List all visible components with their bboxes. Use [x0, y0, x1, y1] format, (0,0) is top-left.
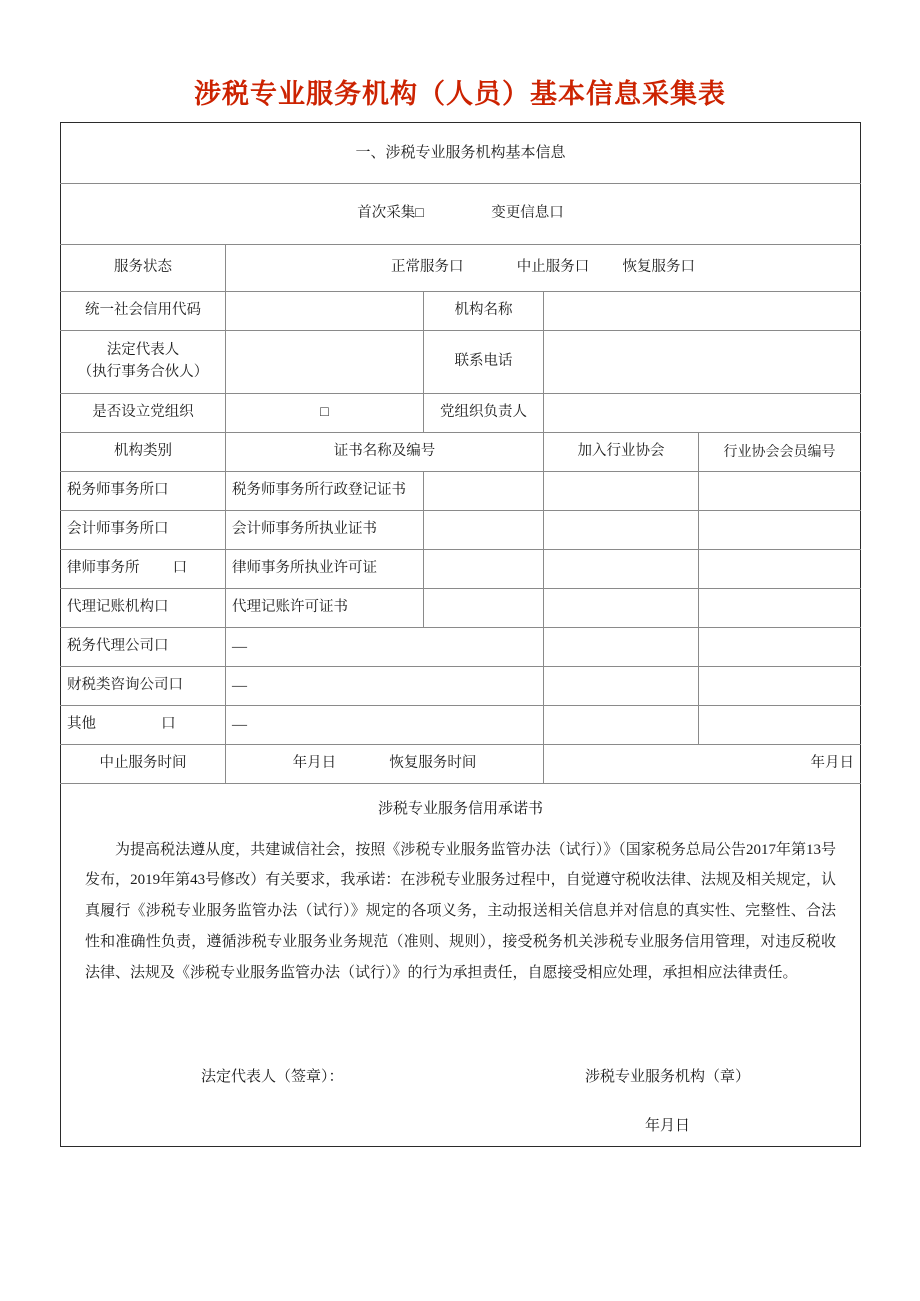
- join-association-tax-agent-firm[interactable]: [544, 472, 699, 511]
- party-leader-input[interactable]: [544, 394, 861, 433]
- commitment-body: 为提高税法遵从度，共建诚信社会，按照《涉税专业服务监管办法（试行）》（国家税务总局公告2017年第13号发布，2019年第43号修改）有关要求，我承诺：在涉税专业服务过程中，自觉遵守税收法律、法规及相关规定，认真履行《涉税专业服务监管办法（试行）》规定的各项义务，主动报送相关信息并对信息的真实性、完整性、合法性和准确性负责，遵循涉税专业服务业务规范（准则、规则），接受税务机关涉税专业服务信用管理，对违反税收法律、法规及《涉税专业服务监管办法（试行）》的行为承担责任，自愿接受相应处理，承担相应法律责任。: [85, 841, 837, 981]
- cert-number-bookkeeping-agency[interactable]: [424, 589, 544, 628]
- table-row: [61, 472, 861, 511]
- checkbox-suspend-service[interactable]: 中止服务口: [516, 259, 590, 276]
- cert-name-bookkeeping-agency: 代理记账许可证书: [226, 589, 424, 628]
- commitment-block: [61, 784, 861, 1147]
- category-tax-agency-company[interactable]: 税务代理公司口: [61, 628, 226, 667]
- member-number-tax-agency-company[interactable]: [699, 628, 861, 667]
- credit-code-label: 统一社会信用代码: [61, 292, 226, 331]
- checkbox-other[interactable]: 口: [161, 716, 176, 733]
- header-certificate: 证书名称及编号: [226, 433, 544, 472]
- member-number-accounting-firm[interactable]: [699, 511, 861, 550]
- org-name-input[interactable]: [544, 292, 861, 331]
- join-association-bookkeeping-agency[interactable]: [544, 589, 699, 628]
- category-law-firm[interactable]: [61, 550, 226, 589]
- cert-name-accounting-firm: 会计师事务所执业证书: [226, 511, 424, 550]
- header-member-number: 行业协会会员编号: [699, 433, 861, 472]
- checkbox-resume-service[interactable]: 恢复服务口: [622, 259, 696, 276]
- member-number-tax-agent-firm[interactable]: [699, 472, 861, 511]
- resume-time-label: 恢复服务时间: [389, 755, 477, 772]
- legal-rep-label-line1: 法定代表人: [106, 342, 180, 359]
- suspend-time-label: 中止服务时间: [61, 745, 226, 784]
- table-row: [61, 433, 861, 472]
- table-row: [61, 123, 861, 184]
- commitment-title: 涉税专业服务信用承诺书: [378, 801, 544, 817]
- category-finance-consulting-company[interactable]: 财税类咨询公司口: [61, 667, 226, 706]
- table-row: [61, 394, 861, 433]
- cert-number-accounting-firm[interactable]: [424, 511, 544, 550]
- cert-name-tax-agent-firm: 税务师事务所行政登记证书: [226, 472, 424, 511]
- join-association-tax-agency-company[interactable]: [544, 628, 699, 667]
- table-row: [61, 784, 861, 1147]
- cert-name-other: —: [226, 706, 544, 745]
- legal-rep-label: [61, 331, 226, 394]
- table-row: [61, 292, 861, 331]
- signature-block: [85, 1066, 836, 1146]
- service-status-options: [226, 245, 861, 292]
- member-number-other[interactable]: [699, 706, 861, 745]
- category-accounting-firm[interactable]: 会计师事务所口: [61, 511, 226, 550]
- table-row: [61, 706, 861, 745]
- checkbox-change-info[interactable]: 变更信息口: [491, 205, 564, 222]
- resume-time-value[interactable]: 年月日: [544, 745, 861, 784]
- table-row: [61, 184, 861, 245]
- org-name-label: 机构名称: [424, 292, 544, 331]
- member-number-bookkeeping-agency[interactable]: [699, 589, 861, 628]
- checkbox-law-firm[interactable]: 口: [172, 560, 188, 577]
- cert-name-finance-consulting-company: —: [226, 667, 544, 706]
- section-heading: 一、涉税专业服务机构基本信息: [61, 123, 861, 184]
- category-bookkeeping-agency[interactable]: 代理记账机构口: [61, 589, 226, 628]
- collect-type-row: [61, 184, 861, 245]
- category-tax-agent-firm[interactable]: 税务师事务所口: [61, 472, 226, 511]
- legal-rep-label-line2: （执行事务合伙人）: [77, 364, 209, 380]
- cert-name-tax-agency-company: —: [226, 628, 544, 667]
- checkbox-party-org[interactable]: □: [226, 394, 424, 433]
- page-title: 涉税专业服务机构（人员）基本信息采集表: [194, 79, 726, 109]
- suspend-time-value[interactable]: 年月日: [292, 755, 337, 772]
- cert-number-tax-agent-firm[interactable]: [424, 472, 544, 511]
- phone-label: 联系电话: [424, 331, 544, 394]
- header-category: 机构类别: [61, 433, 226, 472]
- cert-number-law-firm[interactable]: [424, 550, 544, 589]
- cert-name-law-firm: 律师事务所执业许可证: [226, 550, 424, 589]
- org-seal-area: [585, 1066, 750, 1137]
- legal-rep-input[interactable]: [226, 331, 424, 394]
- table-row: [61, 511, 861, 550]
- table-row: [61, 245, 861, 292]
- org-seal-label[interactable]: 涉税专业服务机构（章）: [585, 1069, 751, 1086]
- basic-info-table: [60, 122, 861, 1147]
- table-row: [61, 628, 861, 667]
- party-org-label: 是否设立党组织: [61, 394, 226, 433]
- category-law-firm-label: 律师事务所: [67, 560, 140, 577]
- table-row: [61, 589, 861, 628]
- service-status-label: 服务状态: [61, 245, 226, 292]
- checkbox-normal-service[interactable]: 正常服务口: [391, 259, 464, 276]
- category-other-label: 其他: [67, 716, 96, 733]
- join-association-finance-consulting-company[interactable]: [544, 667, 699, 706]
- table-row: [61, 745, 861, 784]
- header-join-association: 加入行业协会: [544, 433, 699, 472]
- member-number-finance-consulting-company[interactable]: [699, 667, 861, 706]
- member-number-law-firm[interactable]: [699, 550, 861, 589]
- signature-date[interactable]: 年月日: [645, 1117, 691, 1134]
- table-row: [61, 331, 861, 394]
- category-other[interactable]: [61, 706, 226, 745]
- join-association-other[interactable]: [544, 706, 699, 745]
- join-association-accounting-firm[interactable]: [544, 511, 699, 550]
- checkbox-first-collect[interactable]: 首次采集□: [357, 205, 425, 222]
- phone-input[interactable]: [544, 331, 861, 394]
- table-row: [61, 550, 861, 589]
- join-association-law-firm[interactable]: [544, 550, 699, 589]
- legal-rep-signature-label[interactable]: 法定代表人（签章）：: [201, 1069, 344, 1086]
- party-leader-label: 党组织负责人: [424, 394, 544, 433]
- suspend-resume-cell: [226, 745, 544, 784]
- table-row: [61, 667, 861, 706]
- credit-code-input[interactable]: [226, 292, 424, 331]
